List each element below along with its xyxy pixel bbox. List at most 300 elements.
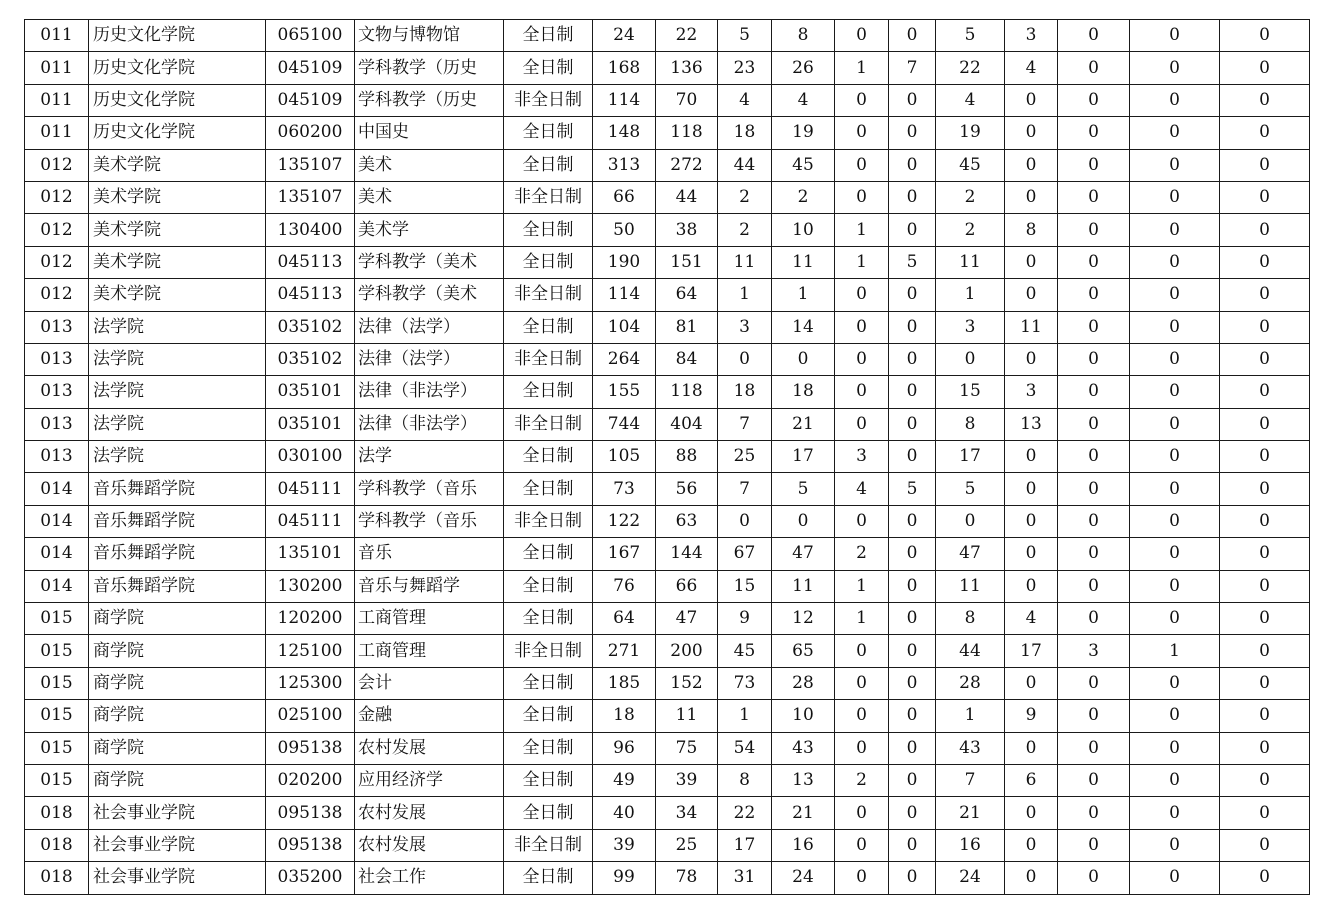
cell-col-9: 11	[772, 246, 835, 278]
cell-col-7: 136	[656, 52, 718, 84]
cell-study-mode: 全日制	[504, 52, 593, 84]
cell-col-7: 44	[656, 181, 718, 213]
table-row	[25, 279, 1310, 311]
cell-study-mode: 全日制	[504, 732, 593, 764]
cell-col-8: 45	[718, 635, 772, 667]
cell-major-code: 095138	[266, 732, 355, 764]
cell-col-10: 0	[835, 181, 889, 213]
cell-col-11: 0	[889, 408, 936, 440]
cell-col-7: 11	[656, 700, 718, 732]
cell-major-code: 135101	[266, 538, 355, 570]
cell-study-mode: 非全日制	[504, 635, 593, 667]
cell-col-14: 0	[1058, 149, 1130, 181]
table-row	[25, 441, 1310, 473]
cell-col-15: 1	[1130, 635, 1220, 667]
cell-col-13: 0	[1005, 117, 1058, 149]
cell-col-16: 0	[1220, 570, 1310, 602]
cell-col-12: 24	[936, 862, 1005, 894]
cell-col-7: 78	[656, 862, 718, 894]
cell-col-15: 0	[1130, 52, 1220, 84]
cell-col-12: 45	[936, 149, 1005, 181]
cell-major-name: 法律（非法学）	[355, 408, 504, 440]
cell-major-name: 中国史	[355, 117, 504, 149]
cell-col-6: 114	[593, 84, 656, 116]
cell-col-6: 49	[593, 764, 656, 796]
cell-col-9: 18	[772, 376, 835, 408]
cell-col-10: 3	[835, 441, 889, 473]
cell-major-name: 学科教学（美术	[355, 279, 504, 311]
cell-col-6: 73	[593, 473, 656, 505]
cell-col-13: 0	[1005, 862, 1058, 894]
cell-study-mode: 全日制	[504, 376, 593, 408]
cell-college-code: 011	[25, 52, 89, 84]
cell-col-8: 1	[718, 700, 772, 732]
cell-college-name: 社会事业学院	[89, 862, 266, 894]
cell-col-6: 96	[593, 732, 656, 764]
cell-col-10: 0	[835, 732, 889, 764]
cell-col-16: 0	[1220, 764, 1310, 796]
cell-major-code: 125100	[266, 635, 355, 667]
table-row	[25, 538, 1310, 570]
cell-col-7: 47	[656, 603, 718, 635]
table-row	[25, 214, 1310, 246]
cell-col-9: 45	[772, 149, 835, 181]
table-row	[25, 343, 1310, 375]
cell-col-12: 47	[936, 538, 1005, 570]
cell-college-name: 商学院	[89, 764, 266, 796]
table-row	[25, 84, 1310, 116]
cell-college-name: 商学院	[89, 667, 266, 699]
cell-college-name: 法学院	[89, 343, 266, 375]
cell-col-10: 4	[835, 473, 889, 505]
cell-col-15: 0	[1130, 667, 1220, 699]
cell-major-name: 法律（法学）	[355, 311, 504, 343]
cell-major-code: 020200	[266, 764, 355, 796]
cell-col-12: 28	[936, 667, 1005, 699]
cell-col-9: 14	[772, 311, 835, 343]
cell-col-8: 7	[718, 408, 772, 440]
cell-col-12: 0	[936, 505, 1005, 537]
cell-col-9: 17	[772, 441, 835, 473]
cell-col-7: 152	[656, 667, 718, 699]
cell-college-name: 社会事业学院	[89, 829, 266, 861]
cell-col-10: 1	[835, 570, 889, 602]
table-row	[25, 667, 1310, 699]
cell-col-6: 105	[593, 441, 656, 473]
cell-major-code: 045111	[266, 505, 355, 537]
cell-col-14: 0	[1058, 214, 1130, 246]
cell-col-14: 0	[1058, 279, 1130, 311]
cell-col-15: 0	[1130, 797, 1220, 829]
cell-col-16: 0	[1220, 117, 1310, 149]
table-row	[25, 797, 1310, 829]
table-row	[25, 505, 1310, 537]
cell-col-15: 0	[1130, 408, 1220, 440]
cell-col-12: 5	[936, 20, 1005, 52]
cell-college-code: 011	[25, 117, 89, 149]
cell-major-code: 045113	[266, 279, 355, 311]
cell-col-16: 0	[1220, 797, 1310, 829]
cell-college-name: 法学院	[89, 408, 266, 440]
cell-col-11: 0	[889, 538, 936, 570]
cell-col-12: 11	[936, 570, 1005, 602]
cell-col-12: 0	[936, 343, 1005, 375]
cell-col-14: 0	[1058, 246, 1130, 278]
cell-col-12: 1	[936, 700, 1005, 732]
cell-college-code: 012	[25, 214, 89, 246]
cell-col-10: 0	[835, 149, 889, 181]
cell-major-name: 金融	[355, 700, 504, 732]
cell-col-11: 0	[889, 603, 936, 635]
cell-col-9: 8	[772, 20, 835, 52]
cell-col-12: 4	[936, 84, 1005, 116]
cell-col-15: 0	[1130, 764, 1220, 796]
cell-col-7: 34	[656, 797, 718, 829]
cell-college-name: 音乐舞蹈学院	[89, 538, 266, 570]
cell-college-code: 011	[25, 20, 89, 52]
cell-col-14: 0	[1058, 667, 1130, 699]
cell-col-13: 0	[1005, 246, 1058, 278]
cell-study-mode: 全日制	[504, 473, 593, 505]
cell-college-name: 音乐舞蹈学院	[89, 570, 266, 602]
cell-col-11: 0	[889, 343, 936, 375]
cell-col-9: 21	[772, 797, 835, 829]
cell-col-14: 0	[1058, 376, 1130, 408]
cell-col-14: 0	[1058, 52, 1130, 84]
cell-col-6: 122	[593, 505, 656, 537]
cell-col-11: 0	[889, 376, 936, 408]
table-row	[25, 635, 1310, 667]
cell-col-10: 0	[835, 20, 889, 52]
cell-college-code: 013	[25, 343, 89, 375]
cell-col-16: 0	[1220, 700, 1310, 732]
cell-col-13: 13	[1005, 408, 1058, 440]
cell-col-7: 88	[656, 441, 718, 473]
cell-college-name: 美术学院	[89, 246, 266, 278]
cell-col-16: 0	[1220, 376, 1310, 408]
cell-college-code: 018	[25, 862, 89, 894]
cell-col-7: 25	[656, 829, 718, 861]
cell-col-13: 0	[1005, 538, 1058, 570]
cell-study-mode: 全日制	[504, 570, 593, 602]
cell-college-code: 015	[25, 635, 89, 667]
cell-college-name: 美术学院	[89, 279, 266, 311]
cell-col-16: 0	[1220, 441, 1310, 473]
cell-col-7: 84	[656, 343, 718, 375]
cell-col-15: 0	[1130, 279, 1220, 311]
cell-major-name: 音乐	[355, 538, 504, 570]
cell-college-name: 美术学院	[89, 149, 266, 181]
cell-col-8: 9	[718, 603, 772, 635]
cell-major-name: 工商管理	[355, 635, 504, 667]
cell-col-10: 0	[835, 117, 889, 149]
cell-college-code: 015	[25, 667, 89, 699]
cell-col-7: 118	[656, 117, 718, 149]
cell-col-11: 0	[889, 764, 936, 796]
cell-col-10: 2	[835, 538, 889, 570]
cell-col-12: 5	[936, 473, 1005, 505]
cell-col-12: 19	[936, 117, 1005, 149]
cell-col-13: 9	[1005, 700, 1058, 732]
cell-col-9: 28	[772, 667, 835, 699]
cell-study-mode: 全日制	[504, 700, 593, 732]
cell-col-11: 0	[889, 441, 936, 473]
cell-study-mode: 全日制	[504, 20, 593, 52]
cell-col-13: 11	[1005, 311, 1058, 343]
cell-col-11: 5	[889, 246, 936, 278]
cell-col-8: 3	[718, 311, 772, 343]
cell-col-9: 5	[772, 473, 835, 505]
cell-col-11: 0	[889, 84, 936, 116]
table-row	[25, 181, 1310, 213]
cell-study-mode: 全日制	[504, 603, 593, 635]
cell-col-16: 0	[1220, 84, 1310, 116]
cell-col-11: 7	[889, 52, 936, 84]
cell-col-11: 0	[889, 667, 936, 699]
table-row	[25, 603, 1310, 635]
cell-college-name: 商学院	[89, 700, 266, 732]
cell-col-11: 0	[889, 311, 936, 343]
cell-col-13: 0	[1005, 441, 1058, 473]
cell-major-name: 应用经济学	[355, 764, 504, 796]
cell-col-6: 76	[593, 570, 656, 602]
cell-major-code: 125300	[266, 667, 355, 699]
cell-major-code: 135107	[266, 149, 355, 181]
cell-study-mode: 全日制	[504, 311, 593, 343]
cell-col-11: 0	[889, 732, 936, 764]
cell-col-10: 0	[835, 343, 889, 375]
cell-college-name: 历史文化学院	[89, 84, 266, 116]
cell-col-11: 0	[889, 117, 936, 149]
cell-col-8: 18	[718, 117, 772, 149]
cell-col-7: 200	[656, 635, 718, 667]
cell-col-12: 17	[936, 441, 1005, 473]
cell-col-11: 5	[889, 473, 936, 505]
cell-col-16: 0	[1220, 279, 1310, 311]
cell-col-7: 22	[656, 20, 718, 52]
cell-col-14: 0	[1058, 764, 1130, 796]
cell-col-6: 50	[593, 214, 656, 246]
cell-college-code: 014	[25, 538, 89, 570]
cell-col-8: 18	[718, 376, 772, 408]
cell-col-6: 167	[593, 538, 656, 570]
cell-col-11: 0	[889, 635, 936, 667]
cell-col-16: 0	[1220, 246, 1310, 278]
cell-col-8: 8	[718, 764, 772, 796]
cell-col-15: 0	[1130, 505, 1220, 537]
cell-col-10: 0	[835, 311, 889, 343]
cell-col-9: 11	[772, 570, 835, 602]
cell-col-6: 66	[593, 181, 656, 213]
cell-col-15: 0	[1130, 214, 1220, 246]
cell-col-6: 39	[593, 829, 656, 861]
cell-col-12: 21	[936, 797, 1005, 829]
cell-col-7: 118	[656, 376, 718, 408]
cell-col-8: 54	[718, 732, 772, 764]
cell-col-16: 0	[1220, 149, 1310, 181]
cell-college-code: 014	[25, 570, 89, 602]
cell-col-16: 0	[1220, 311, 1310, 343]
table-row	[25, 149, 1310, 181]
cell-col-13: 4	[1005, 603, 1058, 635]
cell-col-6: 190	[593, 246, 656, 278]
cell-col-9: 43	[772, 732, 835, 764]
cell-major-code: 095138	[266, 829, 355, 861]
cell-col-8: 25	[718, 441, 772, 473]
cell-major-code: 065100	[266, 20, 355, 52]
cell-col-10: 0	[835, 862, 889, 894]
cell-col-8: 31	[718, 862, 772, 894]
cell-col-11: 0	[889, 149, 936, 181]
cell-col-6: 148	[593, 117, 656, 149]
cell-college-code: 015	[25, 764, 89, 796]
cell-col-14: 0	[1058, 408, 1130, 440]
cell-major-name: 农村发展	[355, 829, 504, 861]
cell-col-12: 11	[936, 246, 1005, 278]
admissions-table	[24, 19, 1310, 895]
cell-major-code: 035101	[266, 408, 355, 440]
cell-col-16: 0	[1220, 181, 1310, 213]
cell-col-16: 0	[1220, 214, 1310, 246]
cell-col-9: 2	[772, 181, 835, 213]
cell-major-code: 130400	[266, 214, 355, 246]
cell-col-16: 0	[1220, 505, 1310, 537]
cell-major-name: 法律（非法学）	[355, 376, 504, 408]
cell-col-14: 0	[1058, 117, 1130, 149]
cell-major-code: 045111	[266, 473, 355, 505]
cell-college-name: 美术学院	[89, 214, 266, 246]
cell-college-code: 015	[25, 732, 89, 764]
cell-major-code: 060200	[266, 117, 355, 149]
cell-col-11: 0	[889, 829, 936, 861]
cell-col-15: 0	[1130, 473, 1220, 505]
cell-col-8: 2	[718, 181, 772, 213]
table-body	[25, 20, 1310, 895]
cell-col-12: 15	[936, 376, 1005, 408]
cell-col-15: 0	[1130, 84, 1220, 116]
cell-col-9: 47	[772, 538, 835, 570]
cell-major-code: 025100	[266, 700, 355, 732]
cell-col-8: 73	[718, 667, 772, 699]
cell-col-9: 26	[772, 52, 835, 84]
cell-col-6: 168	[593, 52, 656, 84]
cell-col-9: 1	[772, 279, 835, 311]
cell-col-16: 0	[1220, 667, 1310, 699]
cell-college-name: 法学院	[89, 441, 266, 473]
cell-col-13: 0	[1005, 505, 1058, 537]
cell-major-code: 045109	[266, 52, 355, 84]
cell-col-12: 2	[936, 214, 1005, 246]
cell-college-name: 美术学院	[89, 181, 266, 213]
cell-col-16: 0	[1220, 635, 1310, 667]
cell-col-7: 272	[656, 149, 718, 181]
cell-college-code: 018	[25, 797, 89, 829]
cell-col-9: 10	[772, 700, 835, 732]
cell-major-name: 学科教学（音乐	[355, 505, 504, 537]
cell-study-mode: 非全日制	[504, 343, 593, 375]
cell-col-7: 144	[656, 538, 718, 570]
cell-study-mode: 非全日制	[504, 181, 593, 213]
cell-col-13: 8	[1005, 214, 1058, 246]
cell-col-15: 0	[1130, 20, 1220, 52]
cell-study-mode: 全日制	[504, 441, 593, 473]
cell-col-15: 0	[1130, 829, 1220, 861]
cell-col-12: 8	[936, 603, 1005, 635]
cell-college-name: 法学院	[89, 376, 266, 408]
cell-col-6: 64	[593, 603, 656, 635]
cell-college-code: 012	[25, 246, 89, 278]
cell-col-10: 0	[835, 84, 889, 116]
cell-col-6: 99	[593, 862, 656, 894]
cell-col-11: 0	[889, 214, 936, 246]
cell-col-15: 0	[1130, 603, 1220, 635]
cell-college-code: 012	[25, 279, 89, 311]
table-row	[25, 829, 1310, 861]
cell-col-6: 40	[593, 797, 656, 829]
cell-study-mode: 全日制	[504, 149, 593, 181]
cell-col-6: 264	[593, 343, 656, 375]
cell-col-14: 0	[1058, 84, 1130, 116]
cell-col-7: 38	[656, 214, 718, 246]
cell-col-11: 0	[889, 181, 936, 213]
table-row	[25, 246, 1310, 278]
cell-col-6: 313	[593, 149, 656, 181]
cell-col-10: 0	[835, 829, 889, 861]
cell-col-14: 0	[1058, 343, 1130, 375]
cell-col-13: 0	[1005, 84, 1058, 116]
table-row	[25, 311, 1310, 343]
cell-col-10: 0	[835, 797, 889, 829]
cell-col-12: 22	[936, 52, 1005, 84]
cell-col-11: 0	[889, 570, 936, 602]
cell-col-14: 0	[1058, 311, 1130, 343]
cell-col-13: 4	[1005, 52, 1058, 84]
cell-col-13: 6	[1005, 764, 1058, 796]
cell-col-15: 0	[1130, 149, 1220, 181]
cell-col-13: 3	[1005, 376, 1058, 408]
cell-col-16: 0	[1220, 408, 1310, 440]
cell-col-6: 185	[593, 667, 656, 699]
cell-study-mode: 全日制	[504, 797, 593, 829]
cell-col-13: 0	[1005, 732, 1058, 764]
cell-col-8: 7	[718, 473, 772, 505]
table-row	[25, 20, 1310, 52]
cell-major-code: 035102	[266, 343, 355, 375]
cell-college-code: 013	[25, 376, 89, 408]
cell-col-9: 16	[772, 829, 835, 861]
cell-col-15: 0	[1130, 862, 1220, 894]
cell-col-8: 44	[718, 149, 772, 181]
cell-col-10: 1	[835, 52, 889, 84]
cell-major-code: 035101	[266, 376, 355, 408]
cell-col-9: 0	[772, 343, 835, 375]
cell-col-13: 0	[1005, 570, 1058, 602]
cell-college-name: 商学院	[89, 635, 266, 667]
cell-col-8: 4	[718, 84, 772, 116]
cell-major-name: 学科教学（音乐	[355, 473, 504, 505]
cell-col-14: 0	[1058, 181, 1130, 213]
cell-col-14: 0	[1058, 797, 1130, 829]
cell-col-8: 67	[718, 538, 772, 570]
cell-college-code: 014	[25, 505, 89, 537]
cell-col-10: 2	[835, 764, 889, 796]
cell-col-7: 75	[656, 732, 718, 764]
table-row	[25, 700, 1310, 732]
cell-col-9: 65	[772, 635, 835, 667]
cell-col-10: 0	[835, 505, 889, 537]
cell-col-12: 7	[936, 764, 1005, 796]
cell-college-code: 018	[25, 829, 89, 861]
